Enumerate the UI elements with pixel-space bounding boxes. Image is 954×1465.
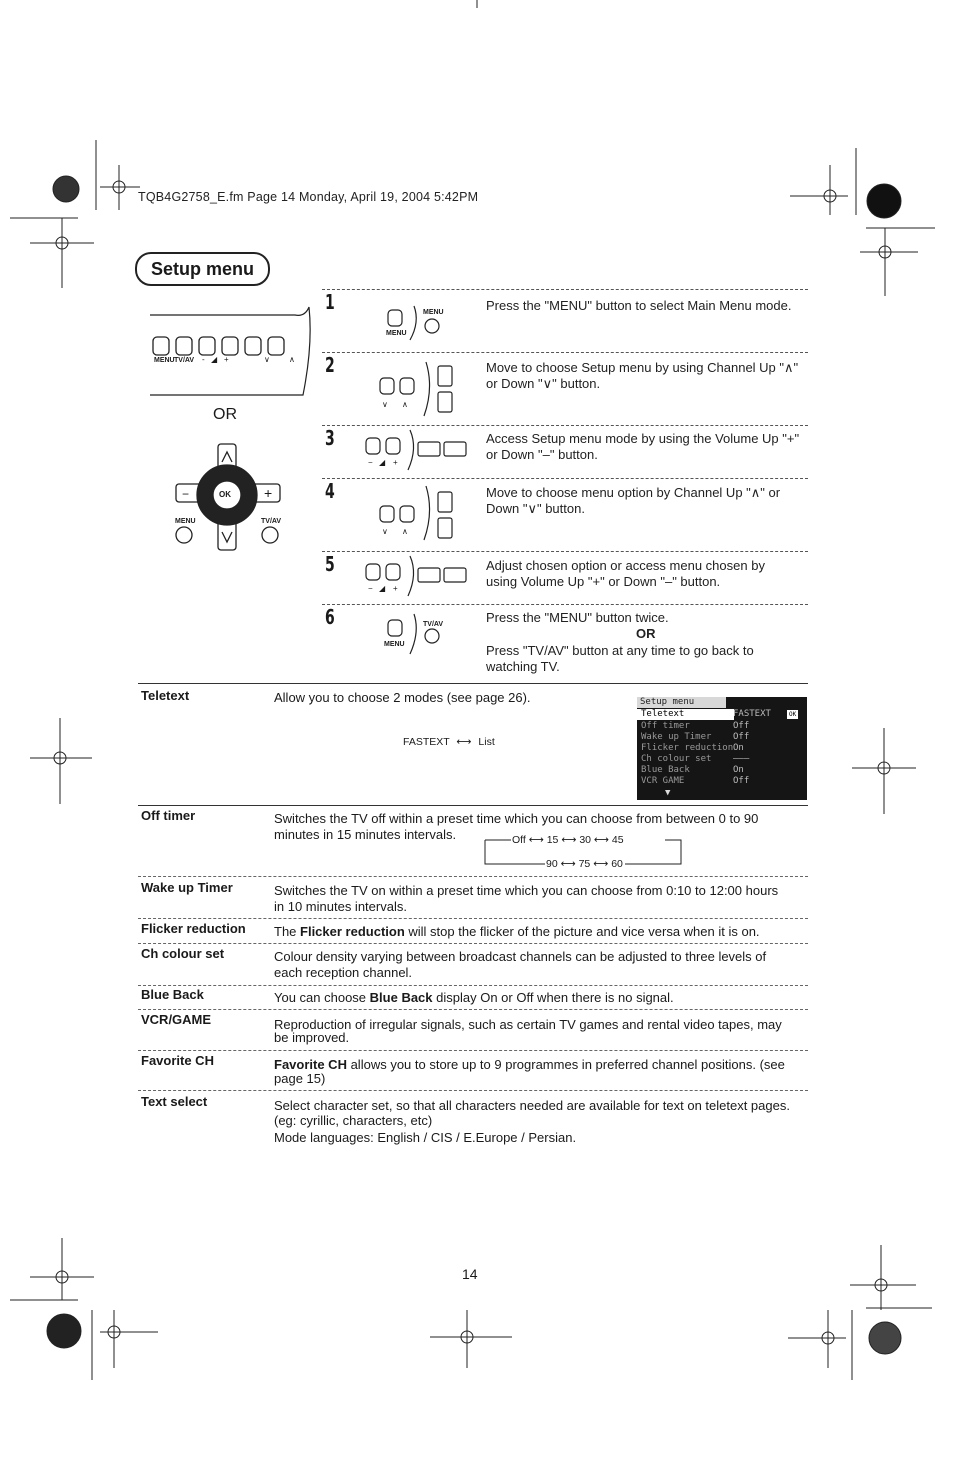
- step-1-key-label-b: MENU: [423, 309, 444, 316]
- teletext-desc: Allow you to choose 2 modes (see page 26).: [274, 690, 531, 705]
- step-6-or: OR: [636, 626, 656, 641]
- cycle-value: Off: [512, 834, 526, 846]
- step-rule-4: [322, 478, 808, 479]
- table-rule: [138, 985, 808, 986]
- panel-label-down: ∨: [264, 355, 270, 364]
- vcr-game-desc-line1: Reproduction of irregular signals, such as certain TV games and rental video tapes, may: [274, 1017, 782, 1032]
- step-2-keys: [378, 360, 458, 418]
- step-2-text-line1: Move to choose Setup menu by using Channel Up "∧": [486, 360, 799, 375]
- panel-label-menu: MENU: [154, 357, 175, 364]
- teletext-mode-fastext: FASTEXT: [403, 736, 450, 748]
- table-rule-top: [138, 683, 808, 684]
- vcr-game-desc-line2: be improved.: [274, 1030, 350, 1045]
- blue-back-bold: Blue Back: [369, 990, 433, 1005]
- teletext-mode-list: List: [478, 736, 495, 748]
- step-number-6: 6: [325, 605, 335, 629]
- teletext-label: Teletext: [141, 688, 190, 703]
- text-select-desc-line2: (eg: cyrillic, characters, etc): [274, 1113, 433, 1128]
- teletext-diagram: [403, 736, 495, 748]
- step-number-2: 2: [325, 353, 335, 377]
- osd-header: Setup menu: [637, 697, 726, 708]
- step-4-key-label-down: ∨: [382, 527, 388, 536]
- dpad-tvav-label: TV/AV: [261, 518, 282, 525]
- cycle-value: 90: [546, 858, 558, 870]
- step-4-keys: [378, 484, 458, 542]
- or-label: OR: [213, 406, 237, 423]
- cycle-value: 45: [611, 834, 624, 846]
- step-4-text-line2: Down "∨" button.: [486, 501, 585, 516]
- step-number-1: 1: [325, 290, 335, 314]
- text-select-desc-line3: Mode languages: English / CIS / E.Europe / Persian.: [274, 1130, 577, 1145]
- dpad-menu-label: MENU: [175, 518, 196, 525]
- flicker-reduction-label: Flicker reduction: [141, 921, 246, 936]
- step-2-key-label-up: ∧: [402, 400, 408, 409]
- step-6-text-line3: watching TV.: [486, 659, 560, 674]
- step-number-3: 3: [325, 426, 335, 450]
- wake-up-timer-desc-line1: Switches the TV on within a preset time which you can choose from 0:10 to 12:00 hours: [274, 883, 779, 898]
- step-rule-5: [322, 551, 808, 552]
- step-3-text-line1: Access Setup menu mode by using the Volume Up "+": [486, 431, 800, 446]
- flicker-reduction-desc: The Flicker reduction will stop the flicker of the picture and vice versa when it is on.: [274, 924, 760, 939]
- osd-item-value: Off: [733, 721, 750, 731]
- panel-label-up: ∧: [289, 355, 295, 364]
- off-timer-cycle-bottom: 90 ⟷ 75 ⟷ 60: [546, 858, 623, 870]
- step-4-key-label-up: ∧: [402, 527, 408, 536]
- step-5-key-label-minus: −: [368, 584, 373, 593]
- step-6-text-line2: Press "TV/AV" button at any time to go back to: [486, 643, 754, 658]
- text-select-label: Text select: [141, 1094, 208, 1109]
- wake-up-timer-desc-line2: in 10 minutes intervals.: [274, 899, 407, 914]
- page-title: Setup menu: [135, 252, 270, 286]
- ch-colour-set-label: Ch colour set: [141, 946, 225, 961]
- table-rule: [138, 876, 808, 877]
- table-rule: [138, 918, 808, 919]
- dpad-plus-label: +: [264, 485, 273, 501]
- panel-label-minus: -: [202, 355, 205, 364]
- step-5-key-label-plus: +: [393, 584, 398, 593]
- step-1-key-label-a: MENU: [386, 330, 407, 337]
- step-2-key-label-down: ∨: [382, 400, 388, 409]
- table-rule: [138, 1090, 808, 1091]
- ch-colour-set-desc-line2: each reception channel.: [274, 965, 413, 980]
- off-timer-cycle-top: Off ⟷ 15 ⟷ 30 ⟷ 45: [512, 834, 624, 846]
- osd-item-label: Ch colour set: [641, 754, 712, 764]
- step-number-5: 5: [325, 552, 335, 576]
- blue-back-desc: You can choose Blue Back display On or Off when there is no signal.: [274, 990, 674, 1005]
- ch-colour-set-desc-line1: Colour density varying between broadcast channels can be adjusted to three levels of: [274, 949, 767, 964]
- favorite-ch-desc-line2: page 15): [274, 1071, 326, 1086]
- osd-scroll-arrow-icon: ▼: [665, 788, 671, 798]
- off-timer-desc-line1: Switches the TV off within a preset time which you can choose from between 0 to 90: [274, 811, 759, 826]
- step-rule-1: [322, 289, 808, 290]
- osd-item-label: Wake up Timer: [641, 732, 712, 742]
- off-timer-desc-line2: minutes in 15 minutes intervals.: [274, 827, 457, 842]
- page-number: 14: [462, 1266, 478, 1282]
- step-3-key-label-minus: −: [368, 458, 373, 467]
- cycle-value: 15: [546, 834, 559, 846]
- wake-up-timer-label: Wake up Timer: [141, 880, 233, 895]
- file-header: TQB4G2758_E.fm Page 14 Monday, April 19, 2004 5:42PM: [138, 190, 479, 204]
- osd-item-label: Off timer: [641, 721, 690, 731]
- step-6-key-label-tvav: TV/AV: [423, 621, 444, 628]
- setup-menu-osd: [637, 697, 807, 800]
- step-3-text-line2: or Down "–" button.: [486, 447, 598, 462]
- osd-item-label: Flicker reduction: [641, 743, 734, 753]
- osd-selected-item: Teletext: [637, 709, 734, 720]
- step-rule-2: [322, 352, 808, 353]
- step-6-key-label-menu: MENU: [384, 641, 405, 648]
- panel-label-plus: +: [224, 355, 229, 364]
- table-rule: [138, 1009, 808, 1010]
- osd-item-value: On: [733, 765, 744, 775]
- step-rule-3: [322, 425, 808, 426]
- off-timer-label: Off timer: [141, 808, 196, 823]
- favorite-ch-bold: Favorite CH: [274, 1057, 347, 1072]
- osd-item-label: VCR GAME: [641, 776, 685, 786]
- step-2-text-line2: or Down "∨" button.: [486, 376, 601, 391]
- blue-back-label: Blue Back: [141, 987, 204, 1002]
- double-arrow-icon: ⟷: [456, 736, 472, 748]
- step-5-text-line2: using Volume Up "+" or Down "–" button.: [486, 574, 721, 589]
- panel-label-vol: ◢: [211, 355, 218, 364]
- table-rule: [138, 943, 808, 944]
- osd-item-value: On: [733, 743, 744, 753]
- flicker-reduction-bold: Flicker reduction: [300, 924, 405, 939]
- step-4-text-line1: Move to choose menu option by Channel Up "∧" or: [486, 485, 781, 500]
- table-rule: [138, 1050, 808, 1051]
- cycle-value: 60: [611, 858, 623, 870]
- step-5-text-line1: Adjust chosen option or access menu chosen by: [486, 558, 765, 573]
- cycle-value: 75: [578, 858, 591, 870]
- vcr-game-label: VCR/GAME: [141, 1012, 212, 1027]
- step-6-text-line1: Press the "MENU" button twice.: [486, 610, 669, 625]
- step-number-4: 4: [325, 479, 335, 503]
- favorite-ch-label: Favorite CH: [141, 1053, 214, 1068]
- osd-selected-value: FASTEXT: [733, 709, 771, 719]
- dpad-illustration: [170, 440, 300, 555]
- osd-ok-badge: OK: [789, 711, 797, 718]
- panel-label-tvav: TV/AV: [174, 357, 195, 364]
- osd-item-value: Off: [733, 732, 750, 742]
- text-select-desc-line1: Select character set, so that all characters needed are available for text on teletext pages.: [274, 1098, 790, 1113]
- step-5-key-label-vol: ◢: [379, 584, 386, 593]
- step-3-key-label-plus: +: [393, 458, 398, 467]
- step-3-key-label-vol: ◢: [379, 458, 386, 467]
- osd-item-value: ———: [733, 754, 750, 764]
- dpad-minus-label: −: [182, 487, 190, 501]
- favorite-ch-desc-line1: Favorite CH allows you to store up to 9 programmes in preferred channel positions. (see: [274, 1057, 785, 1072]
- cycle-value: 30: [579, 834, 591, 846]
- table-rule: [138, 805, 808, 806]
- dpad-ok-label: OK: [219, 490, 231, 499]
- osd-item-label: Blue Back: [641, 765, 690, 775]
- step-6-keys: [384, 612, 444, 658]
- step-1-text: Press the "MENU" button to select Main Menu mode.: [486, 298, 792, 313]
- osd-item-value: Off: [733, 776, 750, 786]
- step-rule-6: [322, 604, 808, 605]
